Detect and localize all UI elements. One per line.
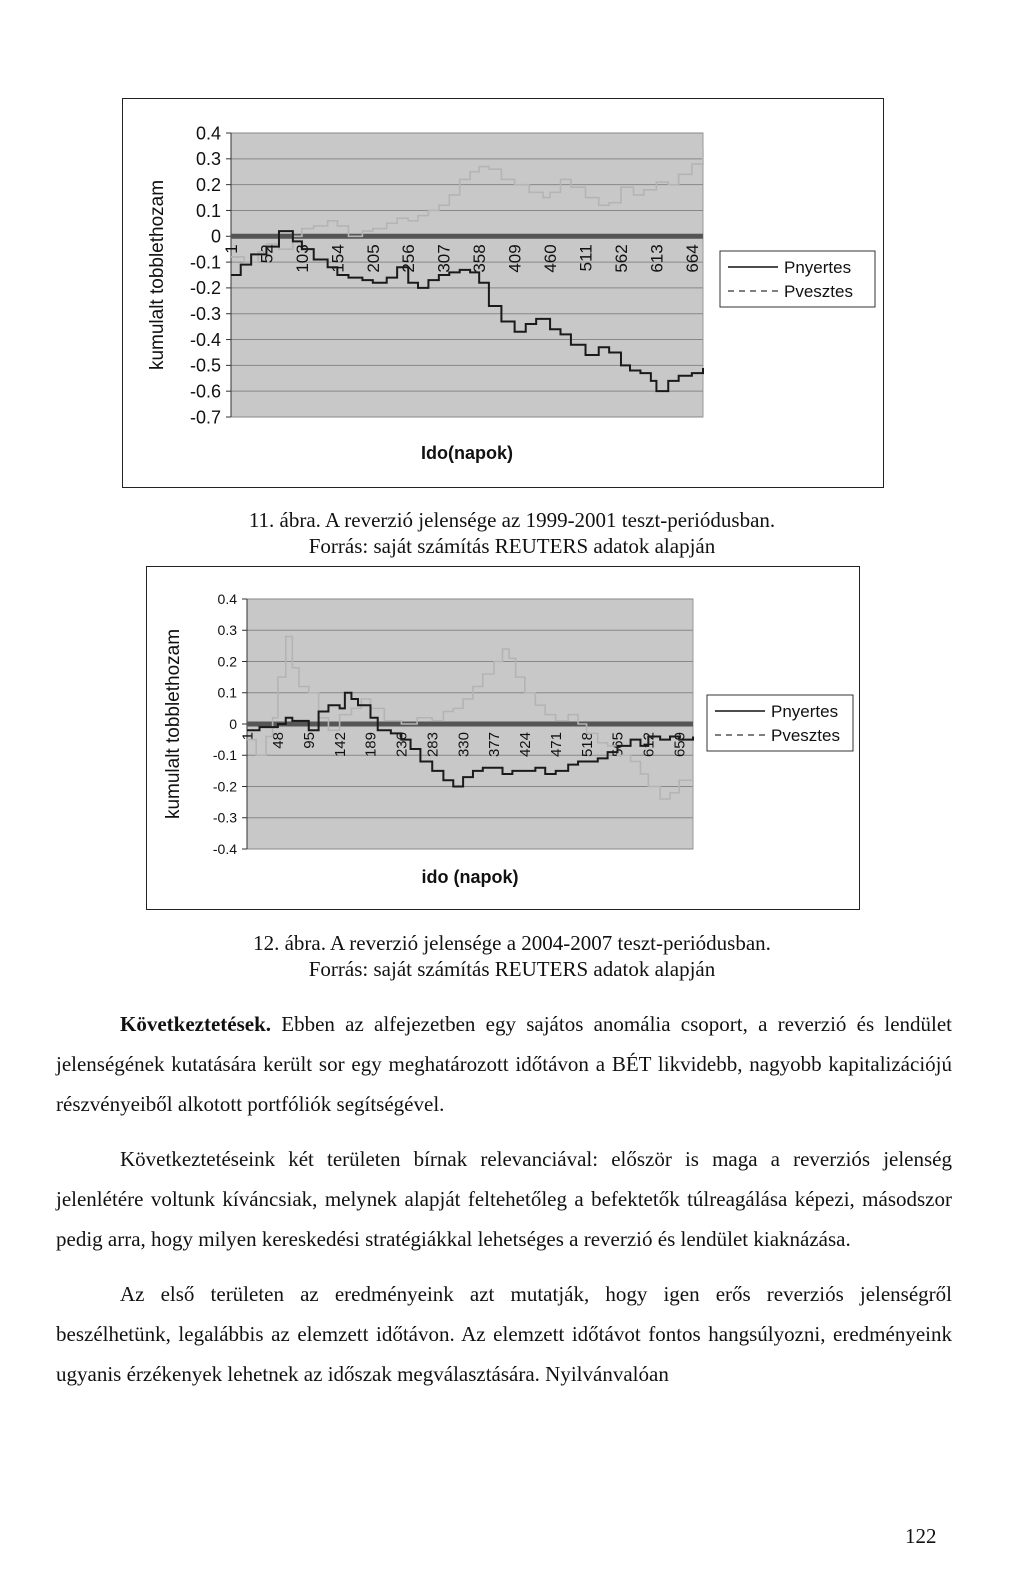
x-tick-label: 95: [300, 732, 318, 749]
figure-12-svg: [147, 567, 859, 909]
y-tick-label: -0.3: [189, 304, 221, 325]
y-tick-label: -0.2: [212, 778, 237, 795]
x-tick-label: 236: [393, 732, 411, 758]
x-tick-label: 613: [647, 244, 667, 273]
x-tick-label: 377: [486, 732, 504, 758]
legend-label-pnyertes: Pnyertes: [771, 702, 839, 721]
y-tick-label: -0.2: [189, 278, 221, 299]
x-tick-label: 154: [328, 244, 348, 273]
x-tick-label: 189: [362, 732, 380, 758]
page-number: 122: [905, 1524, 937, 1548]
x-tick-label: 330: [455, 732, 473, 758]
x-tick-label: 562: [611, 244, 631, 273]
figure-12-chart: [146, 566, 860, 910]
y-tick-label: 0.2: [195, 174, 221, 195]
x-tick-label: 283: [424, 732, 442, 758]
paragraph-2: Következtetéseink két területen bírnak relevanciával: először is maga a reverziós jelenség jelenlétére voltunk kíváncsiak, melynek alapját feltehetőleg a befektetők túlreagálása képezi, másodszor pedig arra, hogy milyen kereskedési stratégiákkal lehetséges a reverzió és lendület kiaknázása.: [56, 1147, 952, 1251]
figure-12-caption-title: 12. ábra. A reverzió jelensége a 2004-2007 teszt-periódusban.: [253, 931, 771, 955]
y-tick-label: -0.7: [189, 407, 221, 428]
figure-11-caption-source: Forrás: saját számítás REUTERS adatok alapján: [308, 534, 716, 558]
x-tick-label: 103: [292, 244, 312, 273]
x-tick-label: 142: [331, 732, 349, 758]
x-tick-label: 1: [239, 732, 257, 741]
y-tick-label: -0.1: [189, 252, 221, 273]
y-tick-label: 0: [210, 226, 221, 247]
x-tick-label: 48: [270, 732, 288, 749]
figure-12-caption-source: Forrás: saját számítás REUTERS adatok alapján: [308, 957, 716, 981]
y-tick-label: -0.3: [212, 809, 237, 826]
x-tick-label: 307: [434, 244, 454, 273]
y-tick-label: 0.4: [195, 123, 221, 144]
x-tick-label: 511: [576, 244, 596, 272]
figure-11-caption-title: 11. ábra. A reverzió jelensége az 1999-2001 teszt-periódusban.: [248, 508, 776, 532]
figure-11-svg: [123, 99, 883, 487]
y-axis-title: kumulalt tobblethozam: [147, 179, 168, 371]
y-tick-label: 0.1: [195, 200, 221, 221]
x-tick-label: 424: [517, 732, 535, 758]
x-tick-label: 256: [399, 244, 419, 273]
y-axis-title: kumulalt tobblethozam: [163, 628, 184, 820]
figure-11-caption: [0, 507, 1024, 559]
x-tick-label: 565: [609, 732, 627, 758]
x-tick-label: 205: [363, 244, 383, 273]
y-tick-label: -0.1: [212, 747, 237, 764]
legend-label-pvesztes: Pvesztes: [784, 282, 853, 301]
figure-11-chart: [122, 98, 884, 488]
y-tick-label: -0.6: [189, 381, 221, 402]
y-tick-label: -0.4: [189, 329, 221, 350]
body-text: [56, 1004, 952, 1409]
x-tick-label: 612: [640, 732, 658, 758]
x-axis-title: ido (napok): [421, 867, 519, 887]
legend-label-pvesztes: Pvesztes: [771, 726, 840, 745]
x-tick-label: 471: [547, 732, 565, 758]
paragraph-1-text: Ebben az alfejezetben egy sajátos anomália csoport, a reverzió és lendület jelenségének kutatására került sor egy meghatározott időtávon a BÉT likvidebb, nagyobb kapitalizációjú részvényeiből alkotott portfóliók segítségével.: [56, 1012, 953, 1116]
paragraph-conclusions: [56, 1004, 952, 1124]
x-axis-title: Ido(napok): [421, 443, 513, 463]
x-tick-label: 659: [671, 732, 689, 758]
x-tick-label: 52: [257, 244, 277, 264]
y-tick-label: 0: [229, 715, 237, 732]
legend-label-pnyertes: Pnyertes: [784, 258, 852, 277]
y-tick-label: 0.3: [217, 622, 237, 639]
y-tick-label: 0.4: [217, 590, 237, 607]
y-tick-label: -0.4: [212, 840, 237, 857]
paragraph-3: Az első területen az eredményeink azt mutatják, hogy igen erős reverziós jelenségről beszélhetünk, legalábbis az elemzett időtávon. Az elemzett időtávot fontos hangsúlyozni, eredményeink ugyanis érzékenyek lehetnek az időszak megválasztására. Nyilvánvalóan: [56, 1282, 952, 1386]
x-tick-label: 460: [541, 244, 561, 273]
y-tick-label: -0.5: [189, 355, 221, 376]
y-tick-label: 0.2: [217, 653, 237, 670]
y-tick-label: 0.1: [217, 684, 237, 701]
x-tick-label: 518: [578, 732, 596, 758]
x-tick-label: 1: [221, 244, 241, 254]
figure-12-caption: [0, 930, 1024, 982]
x-tick-label: 358: [470, 244, 490, 273]
y-tick-label: 0.3: [195, 149, 221, 170]
x-tick-label: 409: [505, 244, 525, 273]
x-tick-label: 664: [682, 244, 702, 273]
plot-area: [231, 133, 703, 417]
section-heading: Következtetések.: [120, 1012, 272, 1036]
